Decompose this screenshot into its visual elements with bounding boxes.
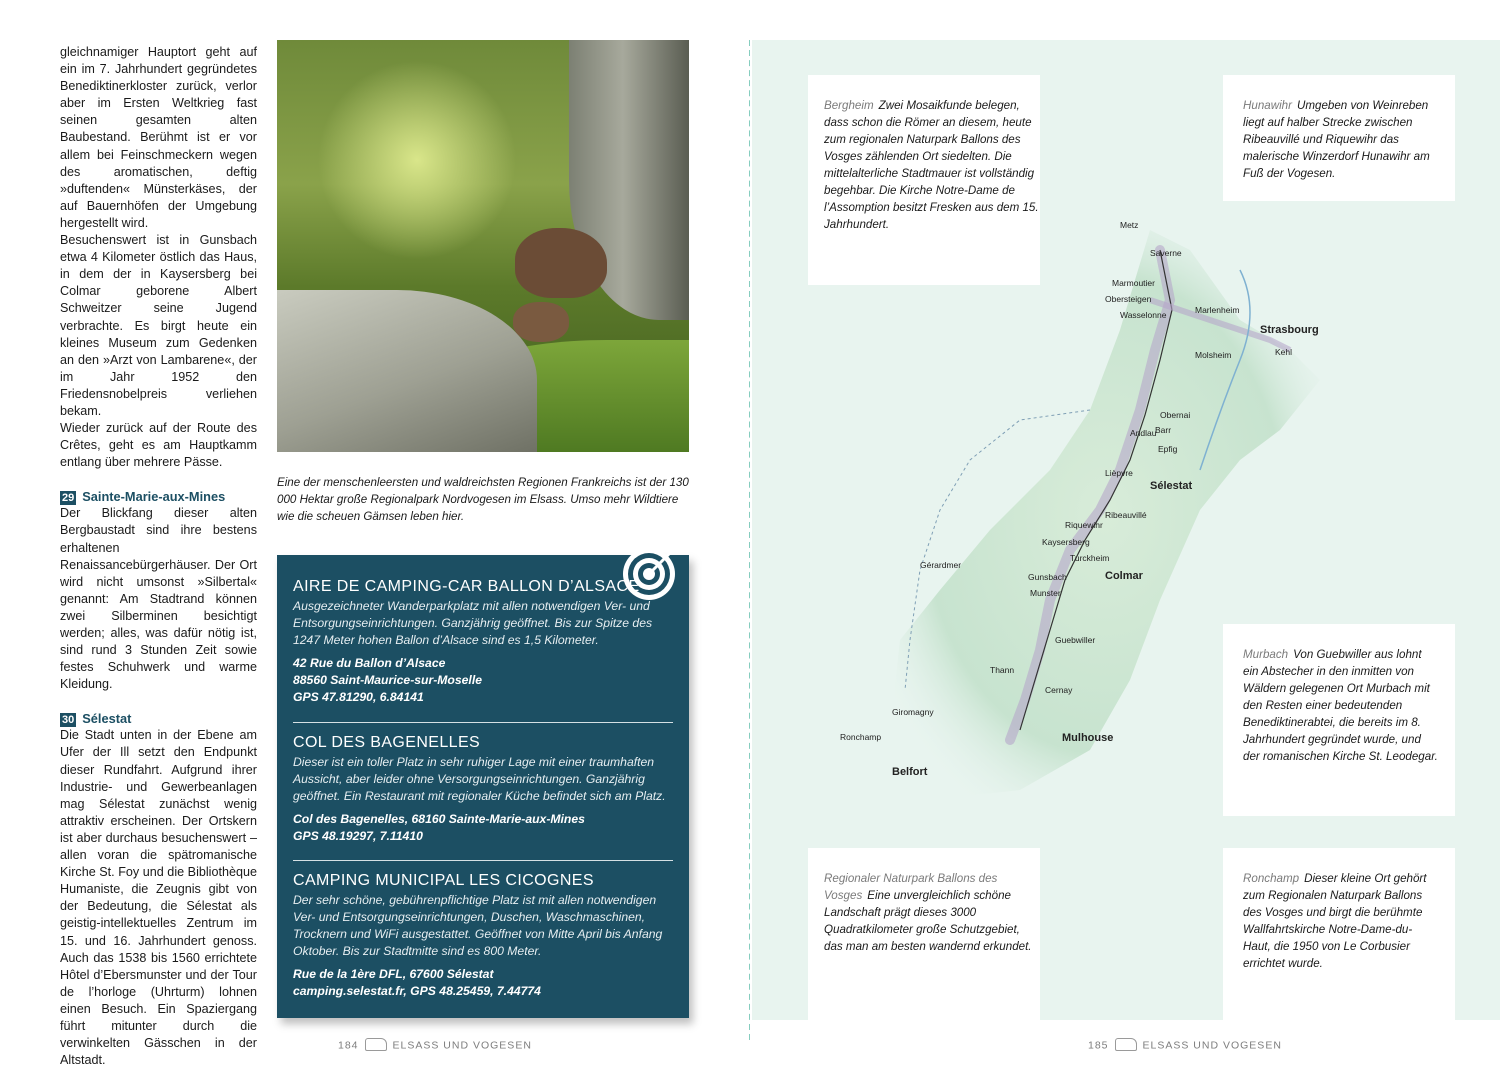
section-title: Sainte-Marie-aux-Mines xyxy=(82,489,226,505)
map-town: Munster xyxy=(1030,588,1061,598)
info-box-place: Bergheim xyxy=(824,99,874,112)
map-town: Guebwiller xyxy=(1055,635,1096,645)
camper-van-icon xyxy=(365,1038,387,1051)
section-number-badge: 29 xyxy=(62,492,75,505)
page-footer xyxy=(1088,1039,1282,1052)
chamois-photo xyxy=(277,40,689,452)
info-box-body: Dieser kleine Ort gehört zum Regionalen Naturpark Ballons des Vosges und birgt die berühmte Wallfahrtskirche Notre-Dame-du-Haut, die 1950 von Le Corbusier errichtet wurde. xyxy=(1243,872,1427,970)
map-town: Kehl xyxy=(1275,347,1293,357)
info-box-body: Von Guebwiller aus lohnt ein Abstecher in den inmitten von Wäldern gelegenen Ort Murbach mit den Resten einer bedeutenden Benediktinerabtei, die bereits im 8. Jahrhundert gegründet wurde, und der romanischen Kirche St. Leodegar. xyxy=(1243,648,1438,763)
map-town: Kaysersberg xyxy=(1042,537,1090,547)
map-town: Turckheim xyxy=(1070,553,1110,563)
map-town: Gérardmer xyxy=(920,560,962,570)
route-map xyxy=(820,210,1340,810)
page-footer xyxy=(338,1039,532,1052)
section-title: Sélestat xyxy=(82,711,132,727)
map-town: Giromagny xyxy=(892,707,934,717)
section-number-badge: 30 xyxy=(62,714,75,727)
info-box-text xyxy=(824,870,1040,955)
section-heading xyxy=(60,488,257,505)
camping-description: Der sehr schöne, gebührenpflichtige Platz ist mit allen notwendigen Ver- und Entsorgungseinrichtungen, Duschen, Waschmaschinen, Trocknern und WiFi ausgestattet. Geöffnet von Mitte April bis Anfang Oktober. Bis zur Stadtmitte sind es 800 Meter. xyxy=(293,893,663,958)
map-town: Riquewihr xyxy=(1065,520,1103,530)
map-major-town: Colmar xyxy=(1105,570,1143,582)
main-text-column xyxy=(60,44,257,1069)
address-line: GPS 47.81290, 6.84141 xyxy=(293,690,424,704)
light-glow xyxy=(317,60,517,260)
info-box-body: Umgeben von Weinreben liegt auf halber Strecke zwischen Ribeauvillé und Riquewihr das malerische Winzerdorf Hunawihr am Fuß der Vogesen. xyxy=(1243,99,1430,180)
map-town: Ribeauvillé xyxy=(1105,510,1147,520)
section-text: Der Blickfang dieser alten Bergbaustadt sind ihre bestens erhaltenen Renaissancebürgerhäuser. Der Ort wird nicht umsonst »Silbertal« genannt: Am Stadtrand können zwei Silberminen besichtigt werden; alles, was dafür nötig ist, sind rund 3 Stunden Zeit sowie festes Schuhwerk und warme Kleidung. xyxy=(60,506,257,692)
page-number: 184 xyxy=(338,1039,359,1052)
info-box-place: Ronchamp xyxy=(1243,872,1300,885)
map-major-town: Sélestat xyxy=(1150,480,1193,492)
camping-address xyxy=(293,966,673,1000)
map-town: Wasselonne xyxy=(1120,310,1167,320)
chamois-adult xyxy=(515,228,607,298)
info-box-place: Murbach xyxy=(1243,648,1289,661)
camping-title: CAMPING MUNICIPAL LES CICOGNES xyxy=(293,872,594,889)
map-town: Thann xyxy=(990,665,1015,675)
map-town: Gunsbach xyxy=(1028,572,1067,582)
camping-title: AIRE DE CAMPING-CAR BALLON D’ALSACE xyxy=(293,578,640,595)
footer-title: ELSASS UND VOGESEN xyxy=(1142,1039,1282,1052)
map-town: Saverne xyxy=(1150,248,1182,258)
address-line: 88560 Saint-Maurice-sur-Moselle xyxy=(293,673,482,687)
boulder xyxy=(277,290,537,452)
chamois-kid xyxy=(513,302,569,342)
info-box-place: Hunawihr xyxy=(1243,99,1292,112)
map-town: Cernay xyxy=(1045,685,1073,695)
intro-paragraph: Wieder zurück auf der Route des Crêtes, geht es am Hauptkamm entlang über mehrere Pässe. xyxy=(60,421,257,470)
camping-entry xyxy=(293,871,673,1000)
camper-van-icon xyxy=(1115,1038,1137,1051)
address-line: Col des Bagenelles, 68160 Sainte-Marie-aux-Mines xyxy=(293,812,585,826)
camping-description: Ausgezeichneter Wanderparkplatz mit allen notwendigen Ver- und Entsorgungseinrichtungen. Ganzjährig geöffnet. Bis zur Spitze des 1247 Meter hohen Ballon d’Alsace sind es 1,5 Kilometer. xyxy=(293,599,653,647)
section-heading xyxy=(60,710,257,727)
info-box-body: Zwei Mosaikfunde belegen, dass schon die Römer an diesem, heute zum regionalen Naturpark Ballons des Vosges zählenden Ort siedelten. Die mittelalterliche Stadtmauer ist vollständig begehbar. Die Kirche Notre-Dame de l’Assomption besitzt Fresken aus dem 15. Jahrhundert. xyxy=(824,99,1039,231)
intro-paragraph: Besuchenswert ist in Gunsbach etwa 4 Kilometer östlich das Haus, in dem der in Kaysersberg bei Colmar geborene Albert Schweitzer seine Jugend verbrachte. Es birgt heute ein kleines Museum zum Gedenken an den »Arzt von Lambarene«, der im Jahr 1952 den Friedensnobelpreis verliehen bekam. xyxy=(60,233,257,418)
camping-title: COL DES BAGENELLES xyxy=(293,734,481,751)
entry-divider xyxy=(293,722,673,723)
page-number: 185 xyxy=(1088,1039,1109,1052)
info-box-place: Regionaler Naturpark Ballons des Vosges xyxy=(824,872,998,902)
info-box-hunawihr xyxy=(1223,75,1455,201)
camping-entry xyxy=(293,733,673,845)
address-line: GPS 48.19297, 7.11410 xyxy=(293,829,423,843)
map-town: Marmoutier xyxy=(1112,278,1155,288)
info-box-ronchamp xyxy=(1223,848,1455,1020)
section-text: Die Stadt unten in der Ebene am Ufer der Ill setzt den Endpunkt dieser Rundfahrt. Aufgrund ihrer Industrie- und Gewerbeanlagen mag Sélestat zunächst wenig attraktiv erscheinen. Der Ortskern ist aber durchaus besuchenswert – allen voran die spätromanische Kirche St. Foy und die Bibliothèque Humaniste, die Zeugnis gibt von der Bedeutung, die Sélestat als geistig-intellektuelles Zentrum im 15. und 16. Jahrhundert genoss. Auch das 1538 bis 1560 errichtete Hôtel d’Ebersmunster und der Tour de l’horloge (Uhrturm) lohnen einen Besuch. Ein Spaziergang führt mitunter durch die verwinkelten Gässchen in der Altstadt. xyxy=(60,728,257,1068)
map-town: Obersteigen xyxy=(1105,294,1152,304)
map-town: Lièpvre xyxy=(1105,468,1133,478)
camping-info-box xyxy=(277,555,689,1018)
camping-description: Dieser ist ein toller Platz in sehr ruhiger Lage mit einer traumhaften Aussicht, aber leider ohne Versorgungseinrichtungen. Ganzjährig geöffnet. Ein Restaurant mit regionaler Küche befindet sich am Platz. xyxy=(293,755,666,803)
info-box-text xyxy=(1243,870,1439,972)
map-town: Ronchamp xyxy=(840,732,882,742)
camping-entry xyxy=(293,577,673,706)
map-town: Obernai xyxy=(1160,410,1191,420)
camping-address xyxy=(293,655,673,706)
camping-address xyxy=(293,811,673,845)
map-town: Metz xyxy=(1120,220,1139,230)
map-town: Marlenheim xyxy=(1195,305,1240,315)
map-major-town: Mulhouse xyxy=(1062,732,1114,744)
info-box-text xyxy=(1243,97,1439,182)
map-town: Molsheim xyxy=(1195,350,1232,360)
map-town: Epfig xyxy=(1158,444,1178,454)
intro-paragraph: gleichnamiger Hauptort geht auf ein im 7. Jahrhundert gegründetes Benediktinerkloster zurück, verlor aber im Ersten Weltkrieg fast seinen gesamten alten Baubestand. Berühmt ist er vor allem bei Feinschmeckern wegen des aromatischen, deftig »duftenden« Münsterkäses, der auf Bauernhöfen der Umgebung hergestellt wird. xyxy=(60,45,257,230)
map-town: Andlau xyxy=(1130,428,1157,438)
footer-title: ELSASS UND VOGESEN xyxy=(392,1039,532,1052)
address-line: camping.selestat.fr, GPS 48.25459, 7.44774 xyxy=(293,984,541,998)
address-line: Rue de la 1ère DFL, 67600 Sélestat xyxy=(293,967,494,981)
entry-divider xyxy=(293,860,673,861)
map-major-town: Strasbourg xyxy=(1260,324,1319,336)
photo-caption: Eine der menschenleersten und waldreichsten Regionen Frankreichs ist der 130 000 Hektar große Regionalpark Nordvogesen im Elsass. Umso mehr Wildtiere wie die scheuen Gämsen leben hier. xyxy=(277,476,689,523)
map-major-town: Belfort xyxy=(892,766,928,778)
map-shape xyxy=(820,210,1340,810)
map-town: Barr xyxy=(1155,425,1172,435)
address-line: 42 Rue du Ballon d’Alsace xyxy=(293,656,446,670)
info-box-naturpark xyxy=(808,848,1040,1020)
info-box-body: Eine unvergleichlich schöne Landschaft prägt dieses 3000 Quadratkilometer große Schutzgebiet, das man am besten wandernd erkundet. xyxy=(824,889,1032,953)
